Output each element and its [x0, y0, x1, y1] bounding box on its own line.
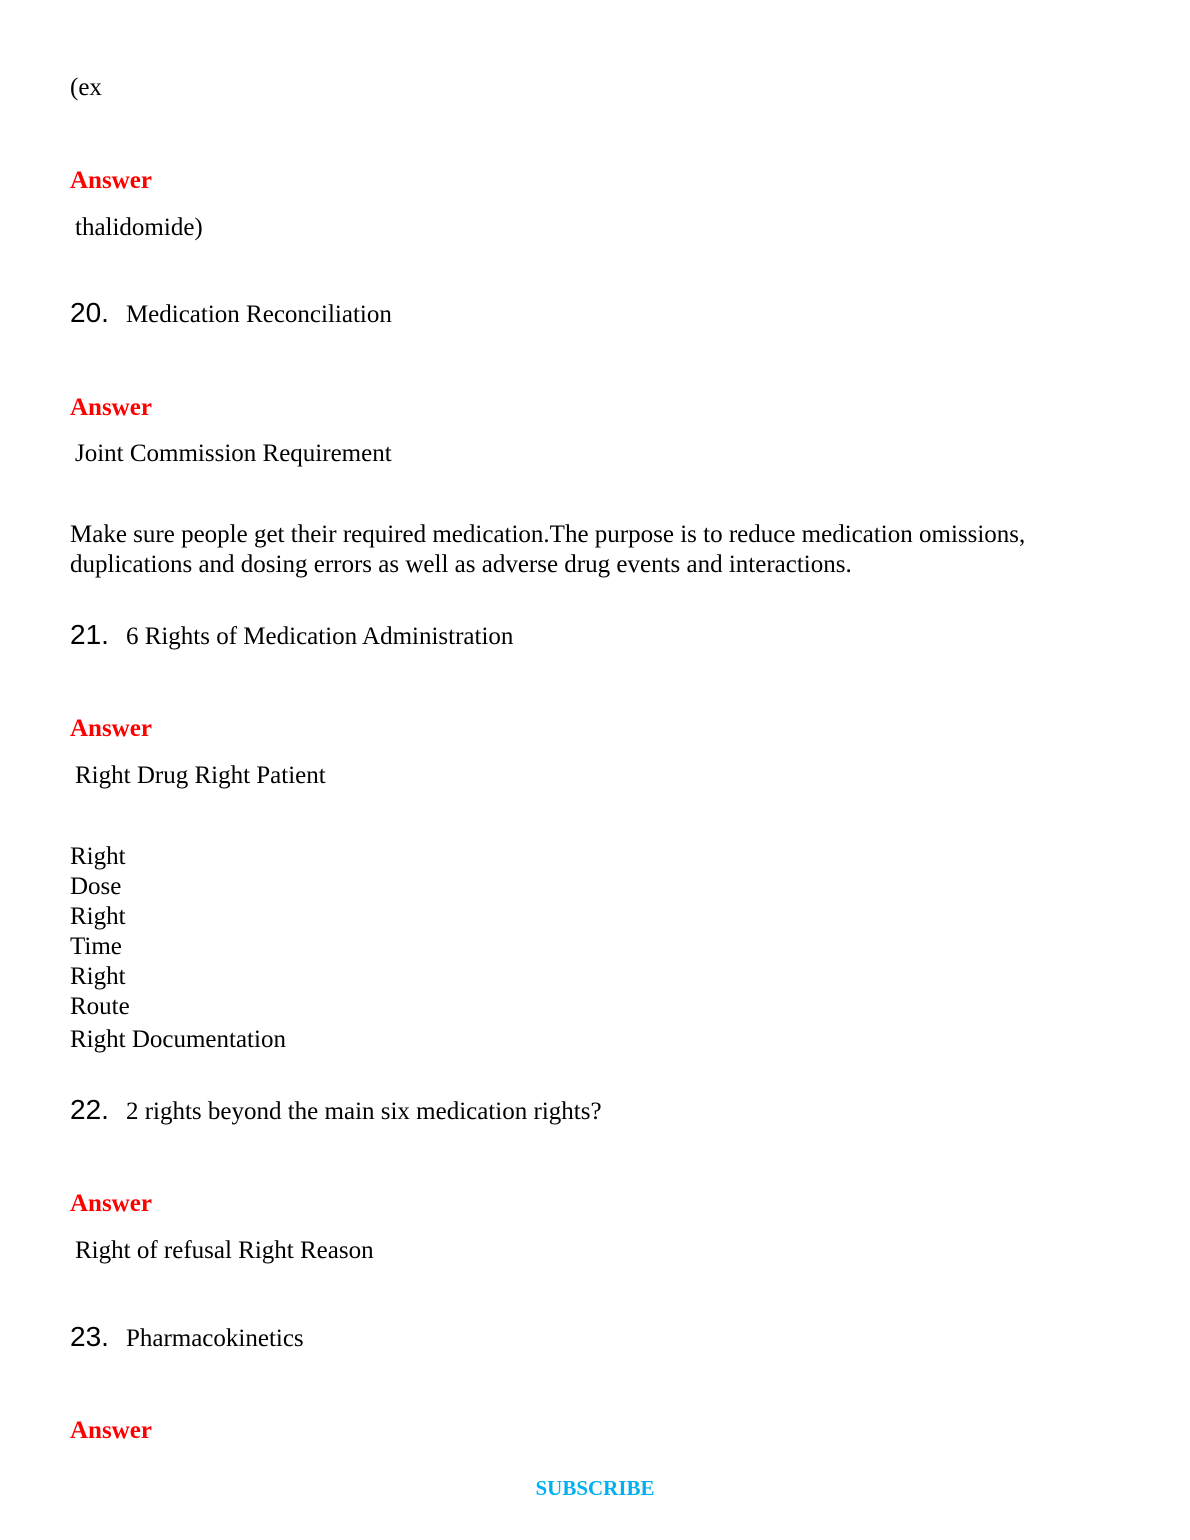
question-23 — [70, 1322, 304, 1354]
answer-line: Right — [70, 843, 126, 870]
subscribe-link[interactable]: SUBSCRIBE — [535, 1476, 655, 1500]
question-text: Medication Reconciliation — [125, 301, 392, 328]
answer-label: Answer — [70, 1190, 152, 1217]
question-number: 21. — [70, 619, 109, 650]
answer-line: Time — [70, 933, 122, 960]
answer-label: Answer — [70, 394, 152, 421]
answer-line: Right — [70, 963, 126, 990]
question-21 — [70, 620, 513, 652]
question-number: 20. — [70, 297, 109, 328]
answer-label: Answer — [70, 167, 152, 194]
text-fragment: (ex — [70, 74, 102, 101]
question-number: 23. — [70, 1321, 109, 1352]
answer-text: Joint Commission Requirement — [75, 440, 392, 467]
question-text: 2 rights beyond the main six medication rights? — [125, 1098, 602, 1125]
question-text: Pharmacokinetics — [125, 1325, 304, 1352]
question-text: 6 Rights of Medication Administration — [125, 623, 514, 650]
answer-text: Right Drug Right Patient — [75, 762, 326, 789]
answer-line: Right Documentation — [70, 1026, 286, 1053]
answer-label: Answer — [70, 715, 152, 742]
answer-label: Answer — [70, 1417, 152, 1444]
question-number: 22. — [70, 1094, 109, 1125]
answer-line: Dose — [70, 873, 122, 900]
answer-line: Route — [70, 993, 130, 1020]
answer-explanation: Make sure people get their required medication.The purpose is to reduce medication omissions, duplications and dosing errors as well as adverse drug events and interactions. — [70, 521, 1026, 578]
question-20 — [70, 298, 392, 330]
answer-line: Right — [70, 903, 126, 930]
answer-text: Right of refusal Right Reason — [75, 1237, 374, 1264]
answer-text: thalidomide) — [75, 214, 203, 241]
question-22 — [70, 1095, 602, 1127]
